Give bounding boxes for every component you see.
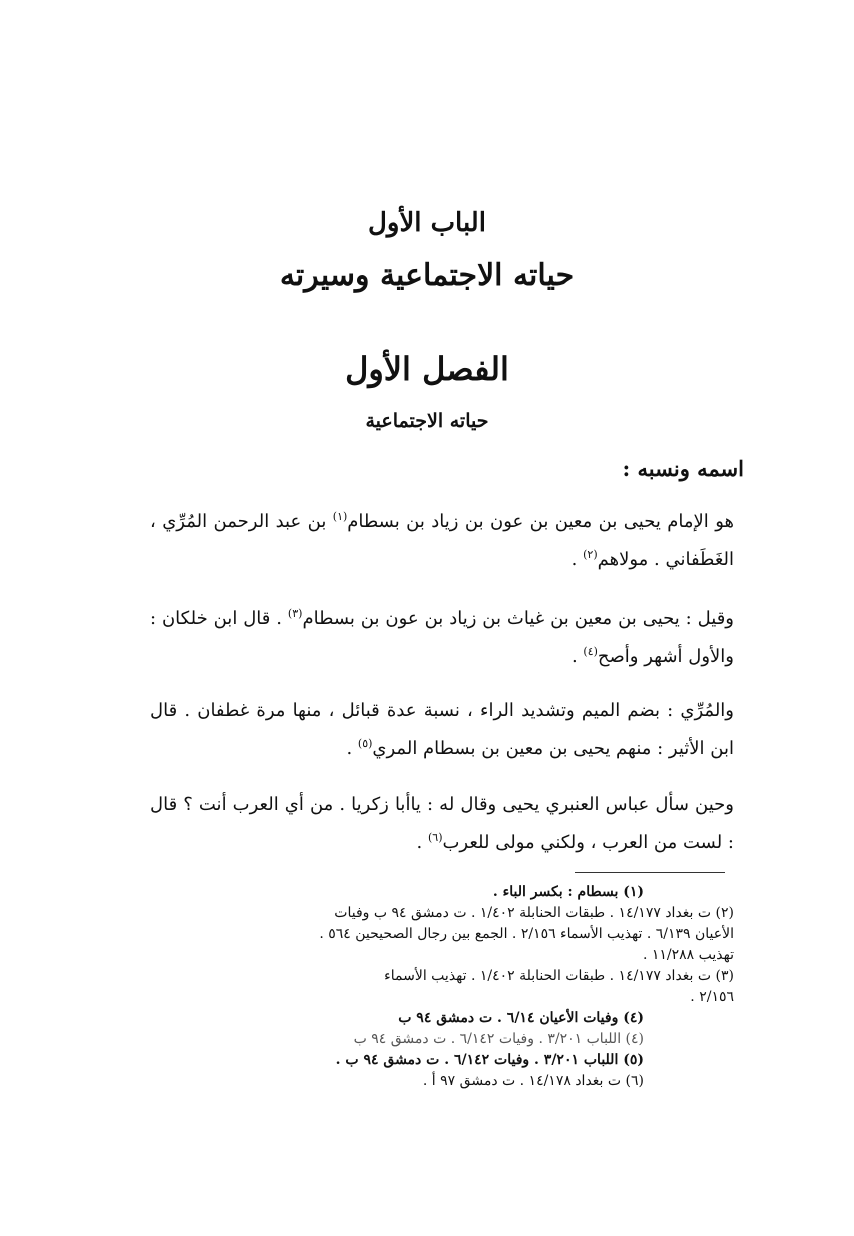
footnote-ref[interactable]: (٢) xyxy=(583,548,598,561)
footnote-2-cont: الأعيان ٦/١٣٩ . تهذيب الأسماء ٢/١٥٦ . الجمع بين رجال الصحيحين ٥٦٤ . xyxy=(319,926,734,942)
footnote-2: (٢) ت بغداد ١٤/١٧٧ . طبقات الحنابلة ١/٤٠٢ . ت دمشق ٩٤ ب وفيات xyxy=(334,905,734,921)
footnote-1: (١) بسطام : بكسر الباء . xyxy=(492,884,644,900)
paragraph-text: . قال ابن خلكان : والأول أشهر وأصح xyxy=(150,608,734,667)
paragraph-text: هو الإمام يحيى بن معين بن عون بن زياد بن بسطام xyxy=(347,511,734,532)
footnote-ref[interactable]: (٥) xyxy=(357,737,373,750)
section-title: حياته الاجتماعية xyxy=(365,410,489,432)
paragraph-text: . xyxy=(571,646,584,667)
paragraph-text: . xyxy=(571,549,584,570)
chapter-title: الفصل الأول xyxy=(345,350,509,388)
paragraph-text: . xyxy=(346,738,358,759)
footnote-5: (٥) اللباب ٣/٢٠١ . وفيات ٦/١٤٢ . ت دمشق ٩٤ ب . xyxy=(335,1052,644,1068)
paragraph-origin xyxy=(150,786,734,862)
footnotes xyxy=(128,882,734,1092)
paragraph-text: وحين سأل عباس العنبري يحيى وقال له : ياأبا زكريا . من أي العرب أنت ؟ قال : لست من العرب ، ولكني مولى للعرب xyxy=(150,794,734,853)
footnote-4-overprint: (٤) اللباب ٣/٢٠١ . وفيات ٦/١٤٢ . ت دمشق ٩٤ ب xyxy=(353,1031,644,1047)
footnote-ref[interactable]: (٣) xyxy=(287,607,303,620)
paragraph-text: بن عبد الرحمن المُرِّي ، الغَطَفاني . مولاهم xyxy=(150,511,734,570)
paragraph-murri xyxy=(150,692,734,768)
footnote-divider xyxy=(575,872,725,873)
footnote-ref[interactable]: (١) xyxy=(332,510,348,523)
sub-heading: اسمه ونسبه : xyxy=(622,456,744,481)
footnote-ref[interactable]: (٦) xyxy=(427,831,443,844)
footnote-2-cont: تهذيب ١١/٢٨٨ . xyxy=(642,947,734,963)
footnote-4: (٤) وفيات الأعيان ٦/١٤ . ت دمشق ٩٤ ب xyxy=(398,1010,644,1026)
paragraph-text: وقيل : يحيى بن معين بن غياث بن زياد بن عون بن بسطام xyxy=(302,608,734,629)
footnote-6: (٦) ت بغداد ١٤/١٧٨ . ت دمشق ٩٧ أ . xyxy=(422,1073,644,1089)
paragraph-alternate-lineage xyxy=(150,600,734,676)
book-subtitle: حياته الاجتماعية وسيرته xyxy=(279,258,575,293)
footnote-ref[interactable]: (٤) xyxy=(583,645,598,658)
footnote-3-cont: ٢/١٥٦ . xyxy=(690,989,734,1005)
footnote-3: (٣) ت بغداد ١٤/١٧٧ . طبقات الحنابلة ١/٤٠٢ . تهذيب الأسماء xyxy=(384,968,734,984)
part-title: الباب الأول xyxy=(368,208,486,238)
paragraph-text: والمُرِّي : بضم الميم وتشديد الراء ، نسبة عدة قبائل ، منها مرة غطفان . قال ابن الأثير : منهم يحيى بن معين بن بسطام المري xyxy=(150,700,734,759)
paragraph-text: . xyxy=(416,832,428,853)
paragraph-name-lineage xyxy=(150,503,734,579)
